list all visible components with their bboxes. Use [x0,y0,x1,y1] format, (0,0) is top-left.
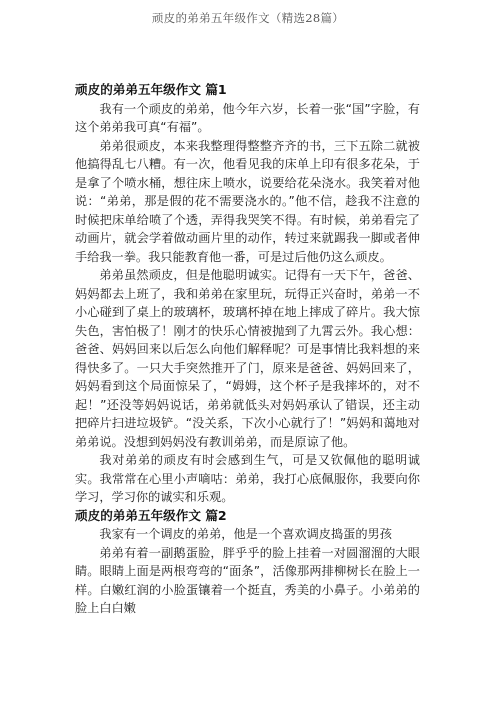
document-body [75,81,420,618]
paragraph: 我家有一个调皮的弟弟，他是一个喜欢调皮捣蛋的男孩 [99,527,392,541]
paragraph: 弟弟有着一副鹅蛋脸，胖乎乎的脸上挂着一对圆溜溜的大眼睛。眼睛上面是两根弯弯的“面条”，活像那两排柳树长在脸上一样。白嫩红润的小脸蛋镶着一个挺直，秀美的小鼻子。小弟弟的脸上白白嫩 [75,545,420,615]
paragraph: 我对弟弟的顽皮有时会感到生气，可是又钦佩他的聪明诚实。我常常在心里小声嘀咕：弟弟，我打心底佩服你，我要向你学习，学习你的诚实和乐观。 [75,453,420,504]
document-title: 顽皮的弟弟五年级作文（精选28篇） [151,11,345,25]
paragraph: 弟弟很顽皮，本来我整理得整整齐齐的书，三下五除二就被他搞得乱七八糟。有一次，他看见我的床单上印有很多花朵，于是拿了个喷水桶，想往床上喷水，说要给花朵浇水。我笑着对他说：“弟弟，那是假的花不需要浇水的。”他不信，趁我不注意的时候把床单给喷了个透，弄得我哭笑不得。有时候，弟弟看完了动画片，就会学着做动画片里的动作，转过来就踢我一脚或者伸手给我一拳。我只能教育他一番，可是过后他仍这么顽皮。 [75,138,420,264]
section-heading: 顽皮的弟弟五年级作文 篇2 [75,507,227,523]
paragraph: 弟弟虽然顽皮，但是他聪明诚实。记得有一天下午，爸爸、妈妈都去上班了，我和弟弟在家里玩，玩得正兴奋时，弟弟一不小心碰到了桌上的玻璃杯，玻璃杯掉在地上摔成了碎片。我大惊失色，害怕极了！刚才的快乐心情被抛到了九霄云外。我心想：爸爸、妈妈回来以后怎么向他们解释呢？可是事情比我料想的来得快多了。一只大手突然推开了门，原来是爸爸、妈妈回来了，妈妈看到这个局面惊呆了，“姆姆，这个杯子是我摔坏的，对不起！”还没等妈妈说话，弟弟就低头对妈妈承认了错误，还主动把碎片扫进垃圾铲。“没关系，下次小心就行了！”妈妈和蔼地对弟弟说。没想到妈妈没有教训弟弟，而是原谅了他。 [75,268,420,449]
paragraph: 我有一个顽皮的弟弟，他今年六岁，长着一张“国”字脸，有这个弟弟我可真“有福”。 [75,101,420,134]
section-heading: 顽皮的弟弟五年级作文 篇1 [75,82,227,97]
